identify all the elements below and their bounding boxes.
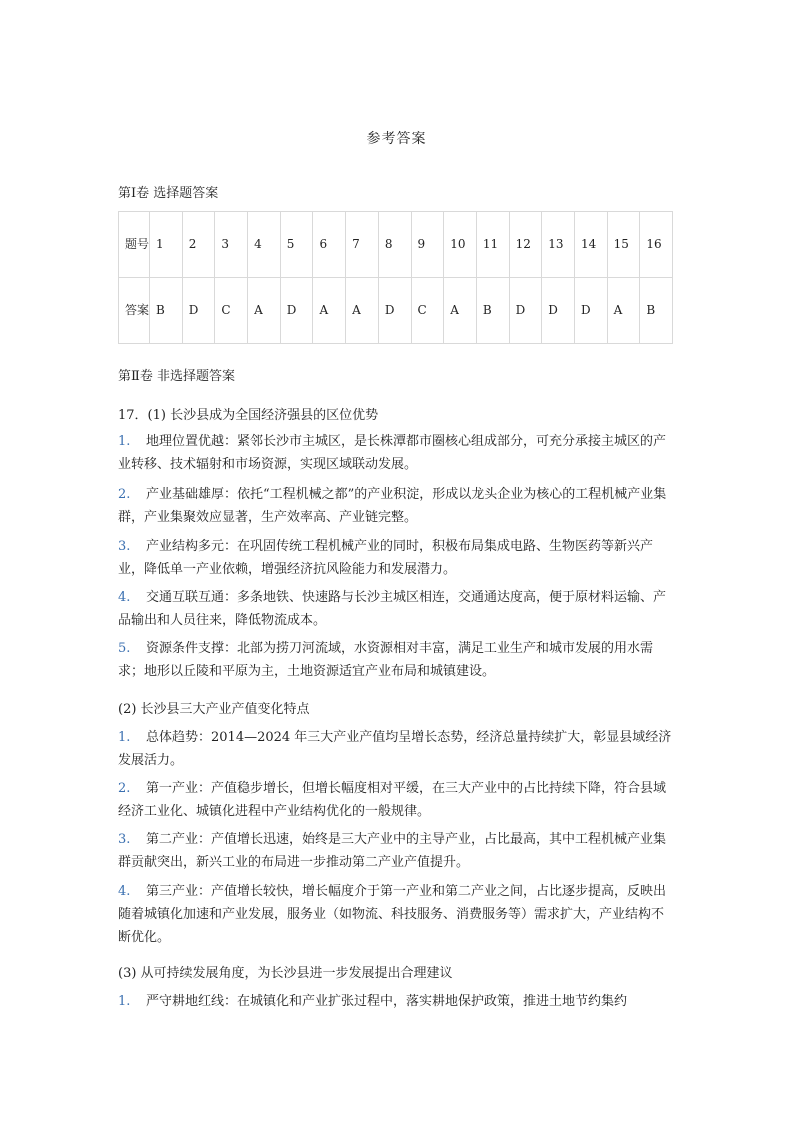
table-row (119, 212, 673, 278)
answer-cell: A (248, 278, 281, 344)
answer-table (118, 211, 673, 344)
question-number-cell: 6 (313, 212, 346, 278)
question-number-cell: 13 (542, 212, 575, 278)
question-number-cell: 5 (280, 212, 313, 278)
answer-cell: C (215, 278, 248, 344)
answer-cell: D (509, 278, 542, 344)
answer-cell: D (542, 278, 575, 344)
answer-cell: A (444, 278, 477, 344)
list-item: 2. 第一产业：产值稳步增长，但增长幅度相对平缓，在三大产业中的占比持续下降，符合县域经济工业化、城镇化进程中产业结构优化的一般规律。 (118, 781, 667, 819)
row-label-answer: 答案 (119, 278, 150, 344)
part1-heading: 第Ⅰ卷 选择题答案 (118, 186, 219, 201)
question-17-2-title: (2) 长沙县三大产业产值变化特点 (118, 702, 310, 717)
answer-cell: D (378, 278, 411, 344)
answer-cell: D (182, 278, 215, 344)
list-item: 1. 严守耕地红线：在城镇化和产业扩张过程中，落实耕地保护政策，推进土地节约集约 (118, 994, 628, 1009)
list-item: 1. 总体趋势：2014—2024 年三大产业产值均呈增长态势，经济总量持续扩大，彰显县域经济发展活力。 (118, 730, 672, 768)
question-number-cell: 1 (150, 212, 183, 278)
answer-cell: A (313, 278, 346, 344)
question-number-cell: 12 (509, 212, 542, 278)
answer-cell: A (346, 278, 379, 344)
question-17-1-title: 17．(1) 长沙县成为全国经济强县的区位优势 (118, 408, 379, 423)
page-title: 参考答案 (366, 131, 427, 147)
list-item: 1. 地理位置优越：紧邻长沙市主城区，是长株潭都市圈核心组成部分，可充分承接主城区的产业转移、技术辐射和市场资源，实现区域联动发展。 (118, 434, 667, 472)
answer-cell: C (411, 278, 444, 344)
answer-cell: B (476, 278, 509, 344)
question-number-cell: 7 (346, 212, 379, 278)
question-number-cell: 15 (607, 212, 640, 278)
question-number-cell: 11 (476, 212, 509, 278)
list-item: 3. 产业结构多元：在巩固传统工程机械产业的同时，积极布局集成电路、生物医药等新兴产业，降低单一产业依赖，增强经济抗风险能力和发展潜力。 (118, 539, 654, 577)
question-number-cell: 9 (411, 212, 444, 278)
answer-cell: A (607, 278, 640, 344)
list-item: 4. 第三产业：产值增长较快，增长幅度介于第一产业和第二产业之间，占比逐步提高，反映出随着城镇化加速和产业发展，服务业（如物流、科技服务、消费服务等）需求扩大，产业结构不断优化。 (118, 884, 667, 945)
answer-cell: D (280, 278, 313, 344)
row-label-number: 题号 (119, 212, 150, 278)
list-item: 2. 产业基础雄厚：依托“工程机械之都”的产业积淀，形成以龙头企业为核心的工程机械产业集群，产业集聚效应显著，生产效率高、产业链完整。 (118, 487, 667, 525)
question-number-cell: 10 (444, 212, 477, 278)
part2-heading: 第Ⅱ卷 非选择题答案 (118, 369, 235, 384)
question-number-cell: 3 (215, 212, 248, 278)
question-number-cell: 4 (248, 212, 281, 278)
list-item: 4. 交通互联互通：多条地铁、快速路与长沙主城区相连，交通通达度高，便于原材料运输、产品输出和人员往来，降低物流成本。 (118, 590, 667, 628)
question-number-cell: 16 (640, 212, 673, 278)
table-row (119, 278, 673, 344)
answer-cell: D (574, 278, 607, 344)
answer-cell: B (640, 278, 673, 344)
list-item: 5. 资源条件支撑：北部为捞刀河流域，水资源相对丰富，满足工业生产和城市发展的用水需求；地形以丘陵和平原为主，土地资源适宜产业布局和城镇建设。 (118, 641, 654, 679)
question-number-cell: 8 (378, 212, 411, 278)
question-number-cell: 14 (574, 212, 607, 278)
question-number-cell: 2 (182, 212, 215, 278)
answer-cell: B (150, 278, 183, 344)
question-17-3-title: (3) 从可持续发展角度，为长沙县进一步发展提出合理建议 (118, 966, 453, 981)
list-item: 3. 第二产业：产值增长迅速，始终是三大产业中的主导产业，占比最高，其中工程机械产业集群贡献突出，新兴工业的布局进一步推动第二产业产值提升。 (118, 832, 667, 870)
